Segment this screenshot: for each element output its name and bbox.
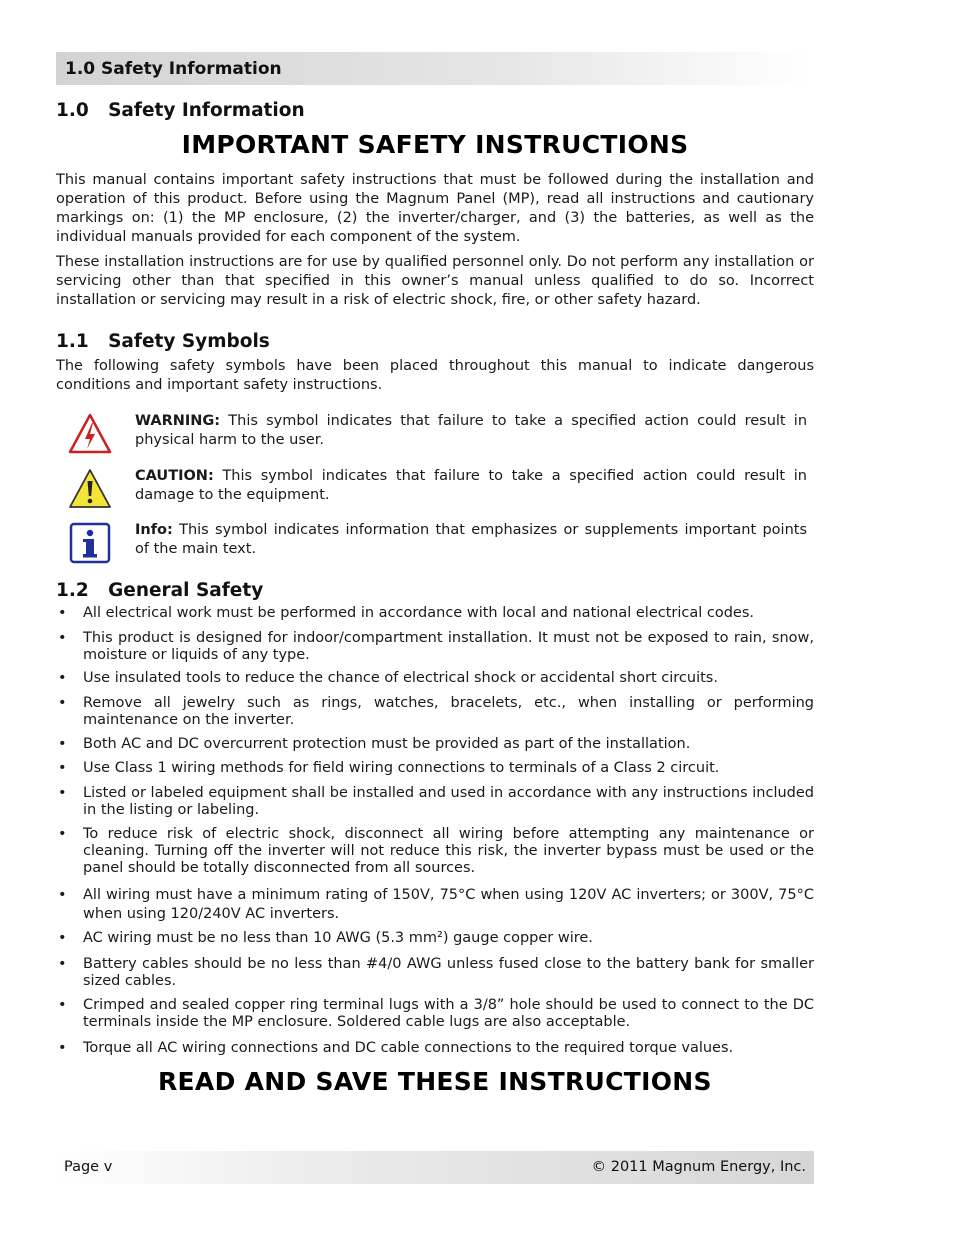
list-item-text: All electrical work must be performed in accordance with local and national electrical codes. [83, 605, 755, 621]
caution-text [135, 467, 807, 505]
caution-description: This symbol indicates that failure to take a specified action could result in damage to the equipment. [135, 468, 807, 503]
list-item-text: To reduce risk of electric shock, disconnect all wiring before attempting any maintenance or cleaning. Turning off the inverter will not reduce this risk, the inverter bypass must be used or the panel should be totally disconnected from all sources. [83, 826, 814, 876]
info-description: This symbol indicates information that emphasizes or supplements important points of the main text. [135, 522, 808, 557]
info-symbol-row [56, 521, 814, 571]
symbols-intro: The following safety symbols have been placed throughout this manual to indicate dangerous conditions and important safety instructions. [56, 358, 814, 393]
caution-label: CAUTION: [135, 468, 214, 484]
bullet-dot: • [58, 1040, 67, 1056]
general-title: General Safety [108, 580, 264, 601]
list-item-text: Torque all AC wiring connections and DC cable connections to the required torque values. [83, 1040, 734, 1056]
general-number: 1.2 [56, 580, 89, 601]
list-item-text: Remove all jewelry such as rings, watches, bracelets, etc., when installing or performing maintenance on the inverter. [83, 695, 814, 728]
list-item-text: Battery cables should be no less than #4/0 AWG unless fused close to the battery bank for smaller sized cables. [83, 956, 814, 989]
list-item-text: AC wiring must be no less than 10 AWG (5.3 mm²) gauge copper wire. [83, 930, 593, 946]
section-heading [56, 100, 305, 121]
symbols-number: 1.1 [56, 331, 89, 352]
bullet-dot: • [58, 956, 67, 972]
bullet-dot: • [58, 695, 67, 711]
bullet-dot: • [58, 670, 67, 686]
bullet-dot: • [58, 997, 67, 1013]
list-item-text: Use insulated tools to reduce the chance of electrical shock or accidental short circuits. [83, 670, 718, 686]
list-item-text: Both AC and DC overcurrent protection must be provided as part of the installation. [83, 736, 691, 752]
symbols-heading [56, 331, 270, 352]
section-header-label: 1.0 Safety Information [65, 59, 282, 79]
list-item-text: Listed or labeled equipment shall be installed and used in accordance with any instructions included in the listing or labeling. [83, 785, 814, 818]
info-label: Info: [135, 522, 173, 538]
general-heading [56, 580, 263, 601]
page-number: Page v [64, 1159, 113, 1175]
main-title: IMPORTANT SAFETY INSTRUCTIONS [181, 130, 689, 159]
info-text [135, 521, 807, 559]
info-icon [68, 521, 112, 565]
list-item-text: Crimped and sealed copper ring terminal lugs with a 3/8” hole should be used to connect to the DC terminals inside the MP enclosure. Soldered cable lugs are also acceptable. [83, 997, 814, 1030]
bullet-dot: • [58, 930, 67, 946]
section-header-bar [56, 52, 812, 85]
bullet-dot: • [58, 887, 67, 903]
bullet-dot: • [58, 605, 67, 621]
warning-description: This symbol indicates that failure to take a specified action could result in physical harm to the user. [135, 413, 808, 448]
caution-icon [68, 467, 112, 511]
qualified-paragraph: These installation instructions are for use by qualified personnel only. Do not perform any installation or servicing other than that specified in this owner’s manual unless qualified to do so. Incorrect installation or servicing may result in a risk of electric shock, fire, or other safety hazard. [56, 254, 814, 308]
warning-text [135, 412, 807, 450]
section-title: Safety Information [108, 100, 305, 121]
list-item-text: This product is designed for indoor/compartment installation. It must not be exposed to rain, snow, moisture or liquids of any type. [83, 630, 814, 663]
intro-paragraph: This manual contains important safety instructions that must be followed during the installation and operation of this product. Before using the Magnum Panel (MP), read all instructions and cautionary markings on: (1) the MP enclosure, (2) the inverter/charger, and (3) the batteries, as well as the individual manuals provided for each component of the system. [56, 172, 814, 245]
warning-label: WARNING: [135, 413, 221, 429]
warning-electric-icon [68, 412, 112, 456]
warning-symbol-row [56, 412, 814, 462]
caution-symbol-row [56, 467, 814, 517]
list-item-text: Use Class 1 wiring methods for field wiring connections to terminals of a Class 2 circuit. [83, 760, 720, 776]
bullet-dot: • [58, 760, 67, 776]
closing-title: READ AND SAVE THESE INSTRUCTIONS [158, 1067, 712, 1096]
copyright-text: © 2011 Magnum Energy, Inc. [591, 1159, 806, 1175]
bullet-dot: • [58, 785, 67, 801]
section-number: 1.0 [56, 100, 89, 121]
list-item-text: All wiring must have a minimum rating of 150V, 75°C when using 120V AC inverters; or 300V, 75°C when using 120/240V AC inverters. [83, 887, 814, 922]
bullet-dot: • [58, 826, 67, 842]
symbols-title: Safety Symbols [108, 331, 270, 352]
bullet-dot: • [58, 736, 67, 752]
bullet-dot: • [58, 630, 67, 646]
page-footer [56, 1151, 814, 1184]
